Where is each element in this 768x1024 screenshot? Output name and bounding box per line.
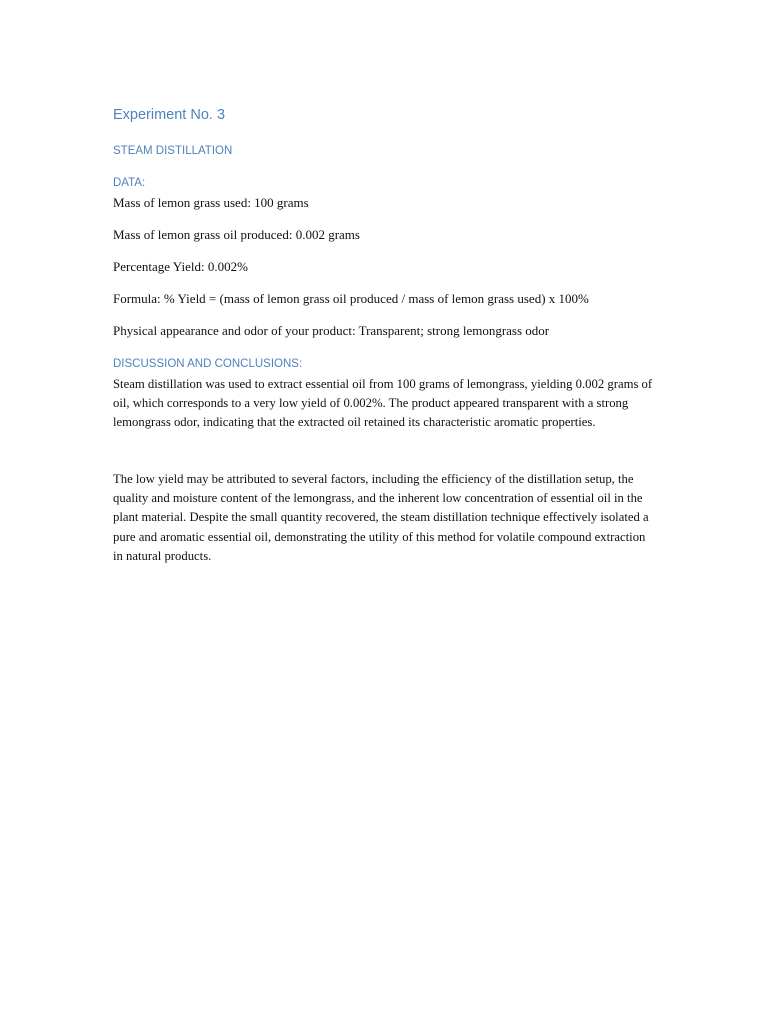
document-page — [113, 0, 658, 1024]
discussion-heading: DISCUSSION AND CONCLUSIONS: — [113, 358, 303, 370]
data-line-physical-appearance: Physical appearance and odor of your product: Transparent; strong lemongrass odor — [113, 323, 550, 338]
data-line-mass-produced: Mass of lemon grass oil produced: 0.002 grams — [113, 227, 360, 242]
experiment-subtitle: STEAM DISTILLATION — [113, 145, 233, 157]
discussion-paragraph: Steam distillation was used to extract essential oil from 100 grams of lemongrass, yielding 0.002 grams of oil, which corresponds to a very low yield of 0.002%. The product appeared transparent with a strong lemongrass odor, indicating that the extracted oil retained its characteristic aromatic properties. — [113, 377, 653, 430]
experiment-title: Experiment No. 3 — [113, 107, 226, 123]
data-line-percentage-yield: Percentage Yield: 0.002% — [113, 259, 248, 274]
data-line-mass-used: Mass of lemon grass used: 100 grams — [113, 195, 309, 210]
data-heading: DATA: — [113, 177, 146, 189]
discussion-paragraph: The low yield may be attributed to several factors, including the efficiency of the distillation setup, the quality and moisture content of the lemongrass, and the inherent low concentration of essential oil in the plant material. Despite the small quantity recovered, the steam distillation technique effectively isolated a pure and aromatic essential oil, demonstrating the utility of this method for volatile compound extraction in natural products. — [113, 472, 649, 563]
data-line-formula: Formula: % Yield = (mass of lemon grass oil produced / mass of lemon grass used) x 100% — [113, 291, 589, 306]
